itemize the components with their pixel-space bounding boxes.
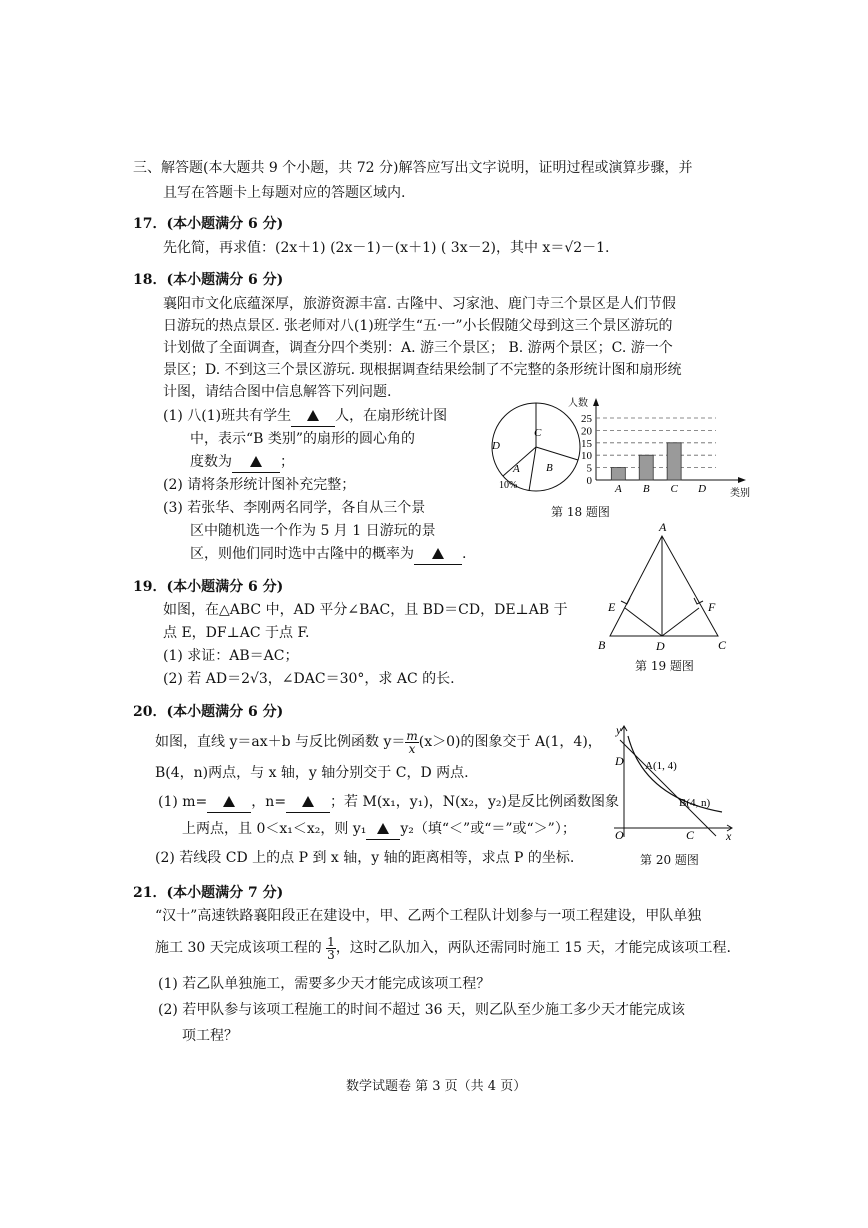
- q19-caption: 第 19 题图: [635, 659, 694, 673]
- triangle-icon: [307, 410, 319, 421]
- q18-sub1-a: (1) 八(1)班共有学生: [163, 408, 292, 424]
- pie-label-b: B: [546, 462, 553, 474]
- answer-blank: [232, 452, 280, 473]
- point-label-d: D: [656, 639, 665, 653]
- point-label-a: A: [659, 520, 667, 534]
- fraction-denominator: 3: [327, 947, 335, 962]
- q19-sub1: (1) 求证：AB＝AC；: [163, 648, 299, 664]
- q18-sub1-e: ；: [280, 454, 294, 470]
- fraction-m-over-x: [405, 730, 418, 755]
- answer-blank: [286, 792, 330, 813]
- q20-para-2: B(4，n)两点，与 x 轴，y 轴分别交于 C，D 两点.: [155, 765, 469, 781]
- q21-header: 21．(本小题满分 7 分): [133, 885, 284, 901]
- answer-blank: [414, 544, 462, 565]
- y-axis-label: 人数: [568, 398, 588, 409]
- point-label-e: E: [608, 600, 616, 614]
- point-label-c: C: [718, 638, 727, 652]
- q21-sub2-line2: 项工程？: [182, 1028, 238, 1044]
- triangle-icon: [302, 796, 314, 807]
- x-axis-arrow: [738, 477, 746, 483]
- axis-label-x: x: [726, 829, 732, 843]
- q18-caption: 第 18 题图: [551, 505, 610, 519]
- q18-sub1-d: 度数为: [190, 454, 232, 470]
- fraction-numerator: 1: [327, 934, 335, 949]
- q21-para-2: [155, 934, 731, 962]
- y-tick-label: 20: [581, 425, 592, 438]
- q18-sub3-line3: [190, 544, 466, 565]
- section-heading-cont: 且写在答题卡上每题对应的答题区域内.: [163, 185, 406, 201]
- q18-sub3-line2: 区中随机选一个作为 5 月 1 日游玩的景: [190, 523, 436, 539]
- q17-header: 17．(本小题满分 6 分): [133, 216, 284, 232]
- q19-sub2: (2) 若 AD＝2√3，∠DAC＝30°，求 AC 的长.: [163, 671, 455, 687]
- y-tick-label: 15: [581, 437, 592, 450]
- q20-sub2: (2) 若线段 CD 上的点 P 到 x 轴，y 轴的距离相等，求点 P 的坐标.: [155, 850, 575, 866]
- pie-label-c: C: [534, 427, 542, 439]
- bar: [611, 468, 625, 480]
- q20-p1-a: 如图，直线 y＝ax＋b 与反比例函数 y＝: [155, 734, 406, 750]
- q20-graph-figure: [606, 722, 740, 844]
- q18-sub1-line3: [190, 452, 294, 473]
- q20-sub1-line1: [158, 792, 619, 813]
- triangle-icon: [377, 823, 389, 834]
- q17-text: 先化简，再求值：(2x＋1) (2x－1)－(x＋1) ( 3x－2)，其中 x＝√2－1.: [163, 240, 610, 256]
- q18-para-1: 襄阳市文化底蕴深厚，旅游资源丰富. 古隆中、习家池、鹿门寺三个景区是人们节假: [163, 296, 676, 312]
- q20-sub1-line2: [182, 819, 576, 840]
- x-tick-label: A: [614, 483, 622, 495]
- q20-s1-c: ；若 M(x₁，y₁)，N(x₂，y₂)是反比例函数图象: [330, 794, 619, 810]
- q18-para-4: 景区；D. 不到这三个景区游玩. 现根据调查结果绘制了不完整的条形统计图和扇形统: [163, 362, 682, 378]
- fraction-one-third: [326, 936, 336, 961]
- q21-sub2-line1: (2) 若甲队参与该项工程施工的时间不超过 36 天，则乙队至少施工多少天才能完成该: [158, 1002, 685, 1018]
- q19-triangle-figure: [590, 518, 730, 658]
- q20-header: 20．(本小题满分 6 分): [133, 704, 284, 720]
- q21-sub1: (1) 若乙队单独施工，需要多少天才能完成该项工程？: [158, 976, 491, 992]
- x-tick-label: C: [670, 483, 678, 495]
- q18-sub3-d: .: [462, 546, 467, 562]
- page-footer: 数学试题卷 第 3 页（共 4 页）: [346, 1079, 527, 1094]
- q21-para-1: “汉十”高速铁路襄阳段正在建设中，甲、乙两个工程队计划参与一项工程建设，甲队单独: [155, 908, 702, 924]
- q18-header: 18．(本小题满分 6 分): [133, 272, 284, 288]
- pie-label-a: A: [513, 463, 520, 475]
- triangle-icon: [432, 548, 444, 559]
- q20-caption: 第 20 题图: [640, 853, 699, 867]
- q20-p1-b: (x＞0)的图象交于 A(1，4)，: [418, 734, 602, 750]
- bar: [639, 455, 653, 480]
- q18-sub1-b: 人，在扇形统计图: [335, 408, 448, 424]
- answer-blank: [291, 406, 335, 427]
- point-label-d: D: [615, 754, 624, 768]
- section-heading: 三、解答题(本大题共 9 个小题，共 72 分)解答应写出文字说明，证明过程或演算步骤，并: [133, 160, 693, 176]
- point-label-b: B: [598, 638, 606, 652]
- y-tick-label: 10: [581, 450, 592, 463]
- q18-sub3-c: 区，则他们同时选中古隆中的概率为: [190, 546, 414, 562]
- pie-label-d: D: [492, 440, 500, 452]
- q19-para-2: 点 E，DF⊥AC 于点 F.: [163, 625, 310, 641]
- q20-s1-d: 上两点，且 0＜x₁＜x₂，则 y₁: [182, 821, 367, 837]
- q18-para-5: 计图，请结合图中信息解答下列问题.: [163, 384, 392, 400]
- q18-bar-chart: [556, 394, 750, 504]
- q19-para-1: 如图，在△ABC 中，AD 平分∠BAC，且 BD＝CD，DE⊥AB 于: [163, 602, 568, 618]
- q20-s1-b: ，n=: [251, 794, 287, 810]
- q21-p2-b: ，这时乙队加入，两队还需同时施工 15 天，才能完成该项工程.: [335, 940, 731, 956]
- point-label-b: B(4, n): [679, 797, 711, 809]
- y-tick-label: 0: [586, 475, 592, 487]
- q20-s1-e: y₂（填“＜”或“＝”或“＞”）；: [400, 821, 576, 837]
- x-axis-label: 类别: [730, 488, 750, 499]
- q20-para-1: [155, 728, 602, 756]
- answer-blank: [207, 792, 251, 813]
- q21-p2-a: 施工 30 天完成该项工程的: [155, 940, 322, 956]
- q18-sub3-line1: (3) 若张华、李刚两名同学，各自从三个景: [163, 500, 426, 516]
- q19-header: 19．(本小题满分 6 分): [133, 579, 284, 595]
- triangle-icon: [250, 456, 262, 467]
- triangle-icon: [223, 796, 235, 807]
- q20-s1-a: (1) m=: [158, 794, 208, 810]
- fraction-numerator: m: [406, 728, 418, 743]
- x-tick-label: D: [698, 483, 707, 495]
- q18-sub1-line2: 中，表示“B 类别”的扇形的圆心角的: [190, 431, 416, 447]
- bar: [667, 443, 681, 480]
- point-label-c: C: [686, 828, 695, 842]
- q18-para-3: 计划做了全面调查，调查分四个类别：A. 游三个景区； B. 游两个景区；C. 游一个: [163, 340, 673, 356]
- q18-sub1-line1: [163, 406, 447, 427]
- y-axis-arrow: [593, 398, 599, 406]
- origin-label: O: [615, 828, 624, 842]
- y-tick-label: 5: [586, 462, 592, 475]
- answer-blank: [366, 819, 400, 840]
- axis-label-y: y: [616, 723, 622, 737]
- q18-para-2: 日游玩的热点景区. 张老师对八(1)班学生“五·一”小长假随父母到这三个景区游玩的: [163, 318, 673, 334]
- q18-sub2: (2) 请将条形统计图补充完整；: [163, 477, 356, 493]
- fraction-denominator: x: [408, 741, 416, 756]
- pie-label-a-percent: 10%: [499, 480, 518, 491]
- x-tick-label: B: [642, 483, 650, 495]
- point-label-f: F: [708, 600, 716, 614]
- point-label-a: A(1, 4): [645, 760, 677, 772]
- y-tick-label: 25: [581, 413, 592, 425]
